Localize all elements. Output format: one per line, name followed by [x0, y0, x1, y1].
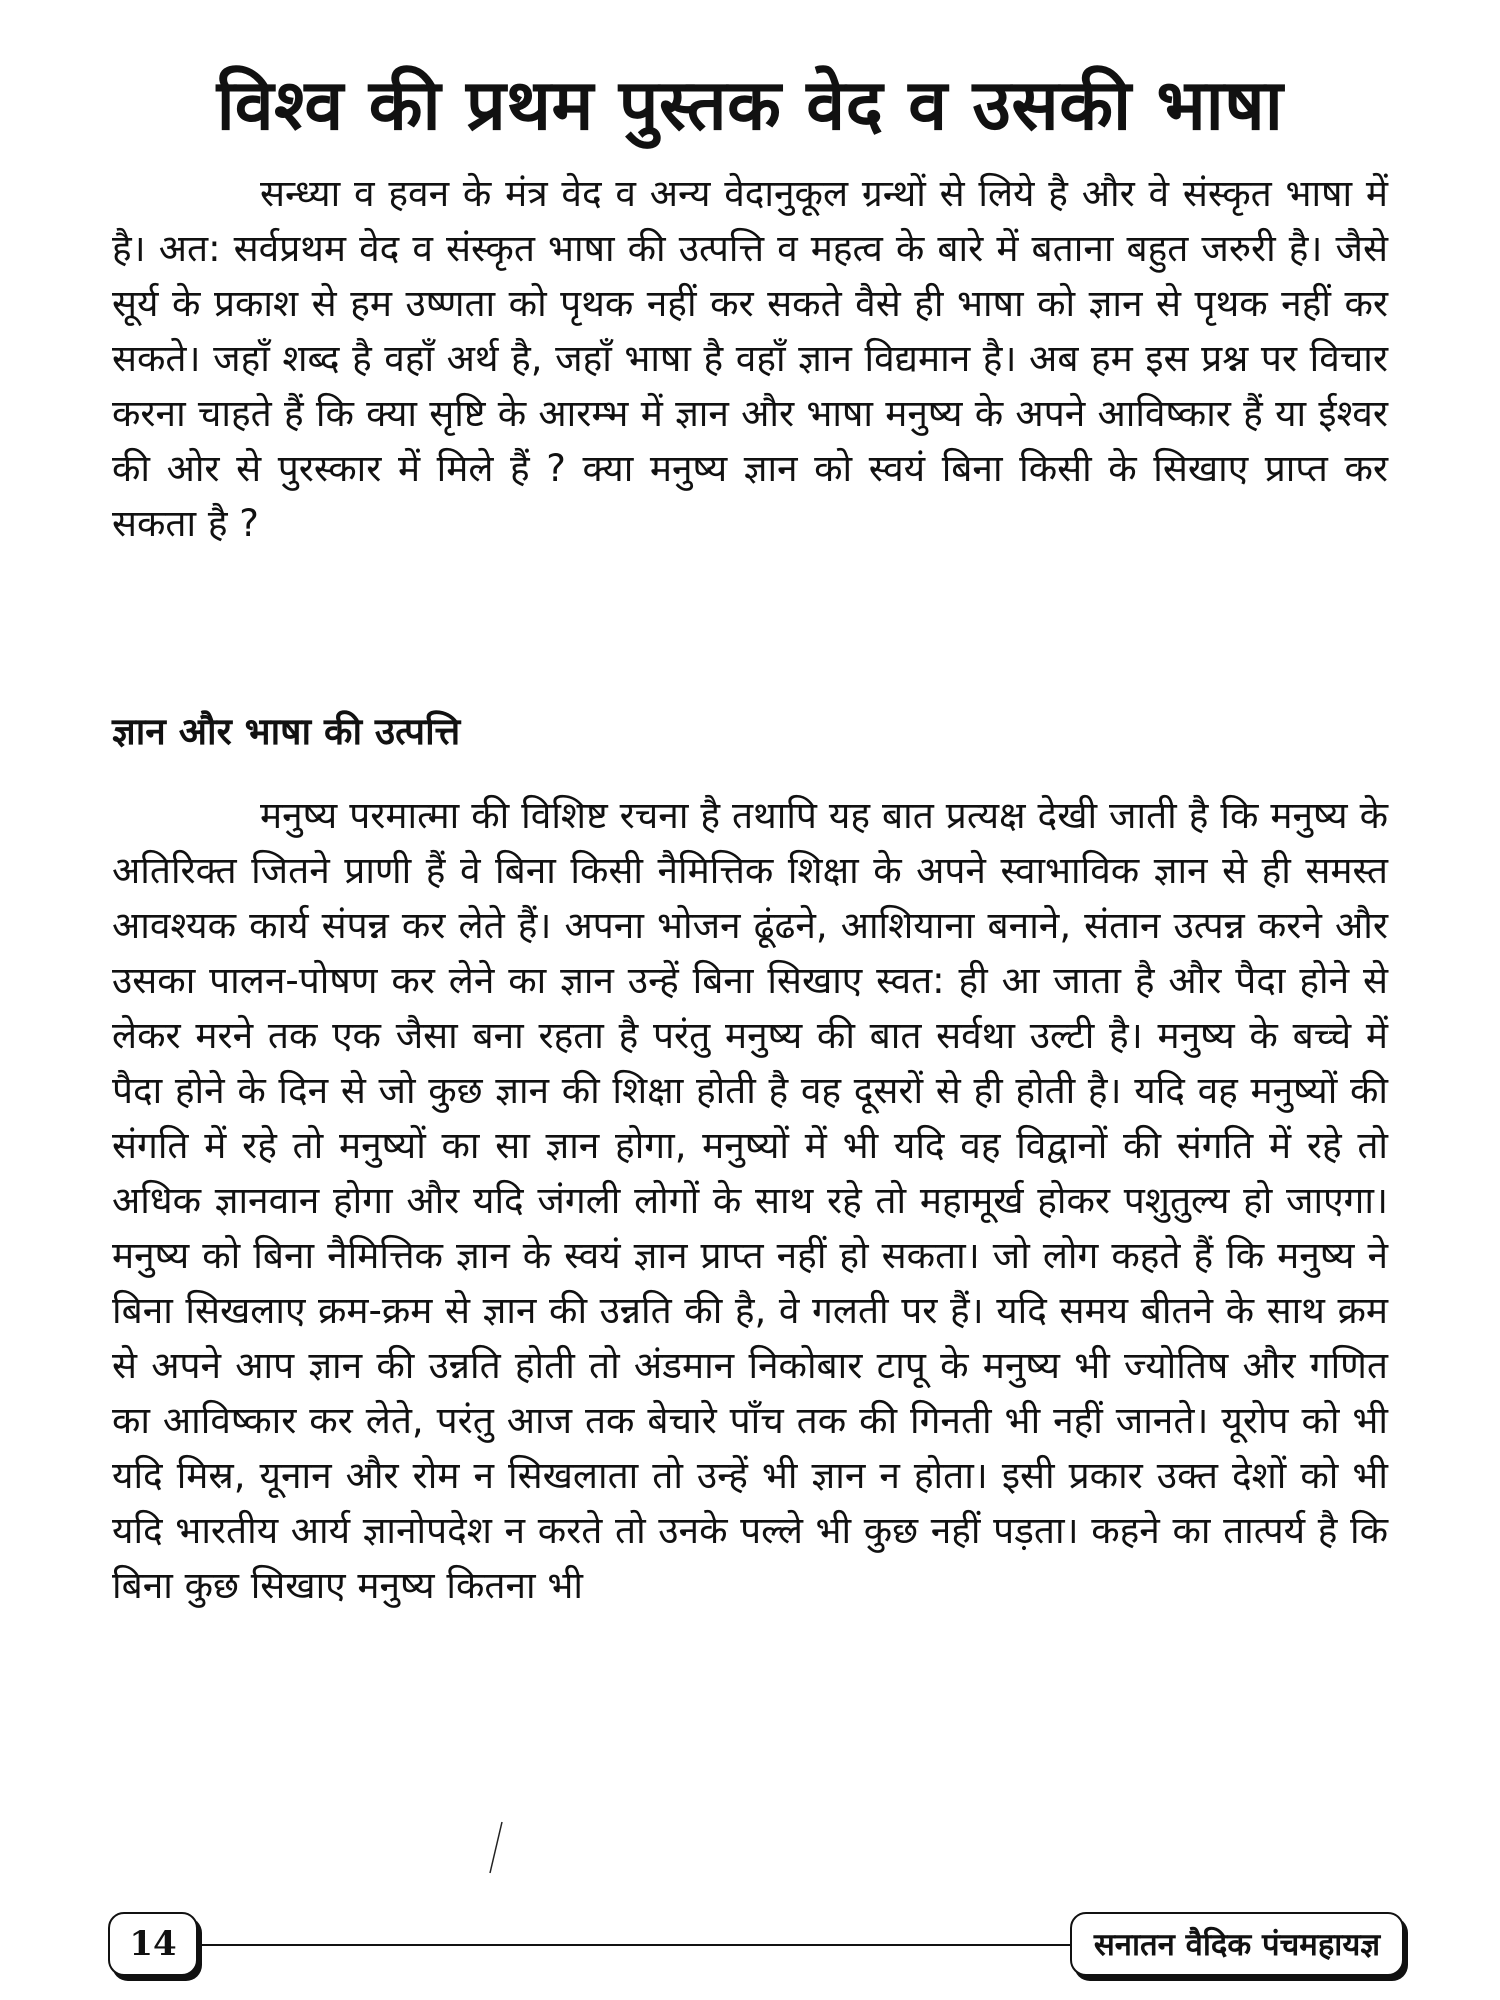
page-footer — [108, 1912, 1408, 1976]
footer-divider — [200, 1944, 1070, 1946]
page-number: 14 — [108, 1912, 198, 1976]
book-title: सनातन वैदिक पंचमहायज्ञ — [1070, 1912, 1404, 1976]
page-title: विश्व की प्रथम पुस्तक वेद व उसकी भाषा — [216, 64, 1284, 146]
pen-stroke-mark — [486, 1820, 506, 1875]
body-paragraph: मनुष्य परमात्मा की विशिष्ट रचना है तथापि यह बात प्रत्यक्ष देखी जाती है कि मनुष्य के अतिरिक्त जितने प्राणी हैं वे बिना किसी नैमित्तिक शिक्षा के अपने स्वाभाविक ज्ञान से ही समस्त आवश्यक कार्य संपन्न कर लेते हैं। अपना भोजन ढूंढने, आशियाना बनाने, संतान उत्पन्न करने और उसका पालन-पोषण कर लेने का ज्ञान उन्हें बिना सिखाए स्वत: ही आ जाता है और पैदा होने से लेकर मरने तक एक जैसा बना रहता है परंतु मनुष्य की बात सर्वथा उल्टी है। मनुष्य के बच्चे में पैदा होने के दिन से जो कुछ ज्ञान की शिक्षा होती है वह दूसरों से ही होती है। यदि वह मनुष्यों की संगति में रहे तो मनुष्यों का सा ज्ञान होगा, मनुष्यों में भी यदि वह विद्वानों की संगति में रहे तो अधिक ज्ञानवान होगा और यदि जंगली लोगों के साथ रहे तो महामूर्ख होकर पशुतुल्य हो जाएगा। मनुष्य को बिना नैमित्तिक ज्ञान के स्वयं ज्ञान प्राप्त नहीं हो सकता। जो लोग कहते हैं कि मनुष्य ने बिना सिखलाए क्रम-क्रम से ज्ञान की उन्नति की है, वे गलती पर हैं। यदि समय बीतने के साथ क्रम से अपने आप ज्ञान की उन्नति होती तो अंडमान निकोबार टापू के मनुष्य भी ज्योतिष और गणित का आविष्कार कर लेते, परंतु आज तक बेचारे पाँच तक की गिनती भी नहीं जानते। यूरोप को भी यदि मिस्र, यूनान और रोम न सिखलाता तो उन्हें भी ज्ञान न होता। इसी प्रकार उक्त देशों को भी यदि भारतीय आर्य ज्ञानोपदेश न करते तो उनके पल्ले भी कुछ नहीं पड़ता। कहने का तात्पर्य है कि बिना कुछ सिखाए मनुष्य कितना भी — [112, 794, 1388, 1607]
section-heading: ज्ञान और भाषा की उत्पत्ति — [112, 710, 461, 753]
intro-paragraph: सन्ध्या व हवन के मंत्र वेद व अन्य वेदानुकूल ग्रन्थों से लिये है और वे संस्कृत भाषा में है। अत: सर्वप्रथम वेद व संस्कृत भाषा की उत्पत्ति व महत्व के बारे में बताना बहुत जरुरी है। जैसे सूर्य के प्रकाश से हम उष्णता को पृथक नहीं कर सकते वैसे ही भाषा को ज्ञान से पृथक नहीं कर सकते। जहाँ शब्द है वहाँ अर्थ है, जहाँ भाषा है वहाँ ज्ञान विद्यमान है। अब हम इस प्रश्न पर विचार करना चाहते हैं कि क्या सृष्टि के आरम्भ में ज्ञान और भाषा मनुष्य के अपने आविष्कार हैं या ईश्वर की ओर से पुरस्कार में मिले हैं ? क्या मनुष्य ज्ञान को स्वयं बिना किसी के सिखाए प्राप्त कर सकता है ? — [112, 172, 1388, 545]
